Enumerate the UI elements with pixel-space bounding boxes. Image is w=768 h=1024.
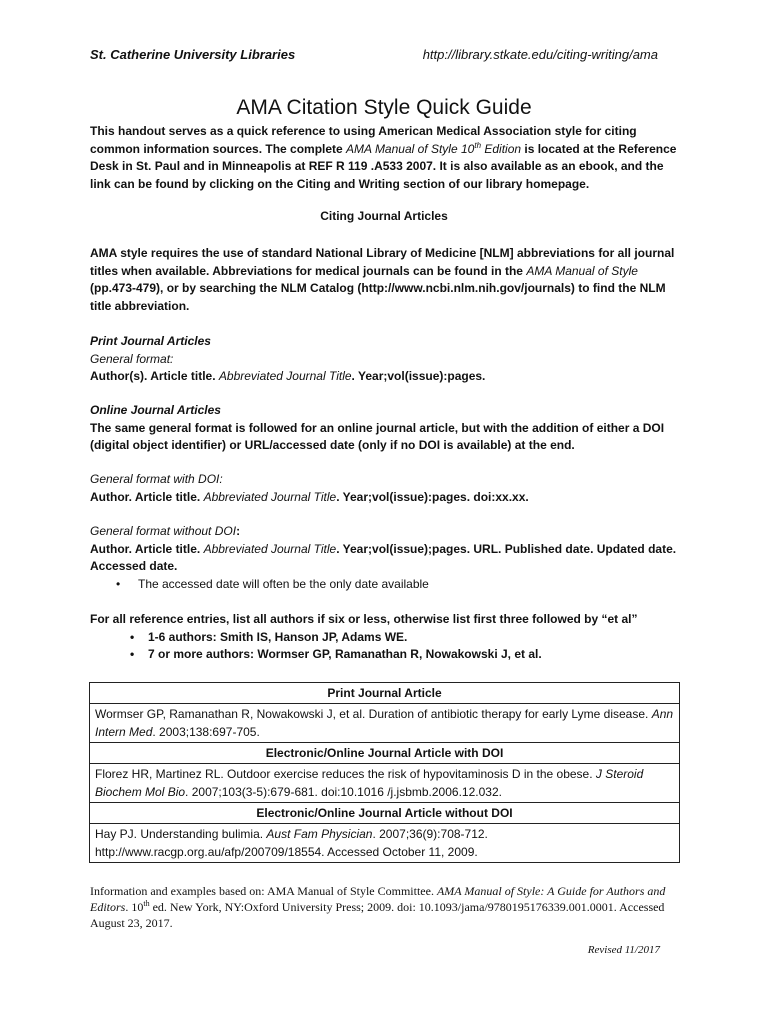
table-row (90, 803, 680, 824)
intro-text-1: This handout serves as a quick reference to using American Medical Association style for citing common information sources. The complete (90, 124, 637, 156)
table-row (90, 764, 680, 803)
print-format-journal: Abbreviated Journal Title (218, 369, 352, 383)
with-doi-label: General format with DOI: (90, 472, 223, 486)
example-nodoi-b: . 2007;36(9):708-712. http://www.racgp.org.au/afp/200709/18554. Accessed October 11, 2009. (95, 827, 488, 859)
without-doi-format (90, 541, 680, 576)
example-doi-a: Florez HR, Martinez RL. Outdoor exercise reduces the risk of hypovitaminosis D in the obese. (95, 767, 596, 781)
without-doi-label-line (90, 523, 680, 541)
intro-manual-edition: Edition (481, 141, 522, 156)
without-doi-colon: : (236, 524, 241, 538)
list-item (90, 576, 680, 594)
table-row (90, 824, 680, 863)
header-institution: St. Catherine University Libraries (90, 47, 296, 62)
intro-paragraph (90, 123, 680, 193)
nlm-text-2: (pp.473-479), or by searching the NLM Catalog (http://www.ncbi.nlm.nih.gov/journals) to find the NLM title abbreviation. (90, 281, 666, 313)
intro-text-2: is located at the Reference Desk in St. Paul and in Minneapolis at REF R 119 .A533 2007. It is also available as an ebook, and the link can be found by clicking on the Citing and Writing section of our library homepage. (90, 141, 677, 191)
nlm-paragraph (90, 245, 680, 315)
intro-manual-sup: th (474, 140, 482, 150)
print-format (90, 368, 680, 386)
print-format-b: . Year;vol(issue):pages. (351, 369, 486, 383)
example-nodoi-journal: Aust Fam Physician (266, 827, 373, 841)
example-print-b: . 2003;138:697-705. (152, 725, 260, 739)
authors-section (90, 611, 680, 664)
print-format-a: Author(s). Article title. (90, 369, 219, 383)
section-title: Citing Journal Articles (320, 209, 448, 223)
footer-c: ed. New York, NY:Oxford University Press; 2009. doi: 10.1093/jama/9780195176339.001.0001. Accessed August 23, 2017. (90, 900, 665, 930)
example-doi-journal: J Steroid Biochem Mol Bio (95, 767, 644, 799)
table-example-doi (90, 764, 680, 803)
authors-rule: For all reference entries, list all authors if six or less, otherwise list first three followed by “et al” (90, 612, 638, 626)
accessed-date-list (90, 576, 680, 594)
table-row (90, 704, 680, 743)
authors-example-1: 1-6 authors: Smith IS, Hanson JP, Adams WE. (148, 629, 408, 644)
table-row (90, 743, 680, 764)
table-heading-print: Print Journal Article (90, 683, 680, 704)
online-heading: Online Journal Articles (90, 403, 221, 417)
with-doi-section (90, 471, 680, 506)
revised-date: Revised 11/2017 (587, 944, 660, 956)
footer-a: Information and examples based on: AMA Manual of Style Committee. (90, 884, 437, 898)
online-section (90, 402, 680, 455)
table-heading-doi: Electronic/Online Journal Article with DOI (90, 743, 680, 764)
intro-manual-title: AMA Manual of Style 10 (346, 141, 475, 156)
list-item (90, 629, 680, 647)
nlm-text-1: AMA style requires the use of standard National Library of Medicine [NLM] abbreviations for all journal titles when available. Abbreviations for medical journals can be found in the (90, 246, 675, 278)
example-doi-b: . 2007;103(3-5):679-681. doi:10.1016 /j.jsbmb.2006.12.032. (185, 785, 502, 799)
footer-sup: th (143, 899, 150, 908)
without-doi-a: Author. Article title. (90, 541, 204, 556)
examples-table (89, 682, 680, 863)
with-doi-b: . Year;vol(issue):pages. doi:xx.xx. (336, 489, 529, 504)
footer-source (90, 883, 680, 931)
table-example-print (90, 704, 680, 743)
without-doi-journal: Abbreviated Journal Title (203, 541, 337, 556)
without-doi-section (90, 523, 680, 593)
authors-example-2: 7 or more authors: Wormser GP, Ramanathan R, Nowakowski J, et al. (148, 647, 542, 661)
print-general-label: General format: (90, 351, 174, 366)
accessed-date-note: The accessed date will often be the only date available (138, 576, 429, 591)
header-url: http://library.stkate.edu/citing-writing/ama (422, 47, 658, 62)
example-nodoi-a: Hay PJ. Understanding bulimia. (95, 827, 267, 841)
print-section (90, 333, 680, 386)
without-doi-b: . Year;vol(issue);pages. URL. Published date. Updated date. Accessed date. (90, 541, 677, 573)
authors-list (90, 629, 680, 664)
with-doi-format (90, 489, 680, 507)
print-heading: Print Journal Articles (90, 334, 211, 348)
nlm-manual-title: AMA Manual of Style (526, 263, 638, 278)
footer-b: . 10 (125, 900, 144, 914)
table-example-no-doi (90, 824, 680, 863)
page-title: AMA Citation Style Quick Guide (236, 96, 532, 119)
with-doi-journal: Abbreviated Journal Title (203, 489, 337, 504)
example-print-a: Wormser GP, Ramanathan R, Nowakowski J, et al. Duration of antibiotic therapy for early Lyme disease. (95, 707, 652, 721)
online-description: The same general format is followed for an online journal article, but with the addition of either a DOI (digital object identifier) or URL/accessed date (only if no DOI is available) at the end. (90, 420, 665, 452)
table-heading-no-doi: Electronic/Online Journal Article without DOI (90, 803, 680, 824)
example-print-journal: Ann Intern Med (95, 707, 674, 739)
table-row (90, 683, 680, 704)
without-doi-label: General format without DOI (90, 524, 237, 538)
list-item (90, 646, 680, 664)
with-doi-a: Author. Article title. (90, 489, 204, 504)
footer-book-title: AMA Manual of Style: A Guide for Authors and Editors (90, 884, 666, 914)
